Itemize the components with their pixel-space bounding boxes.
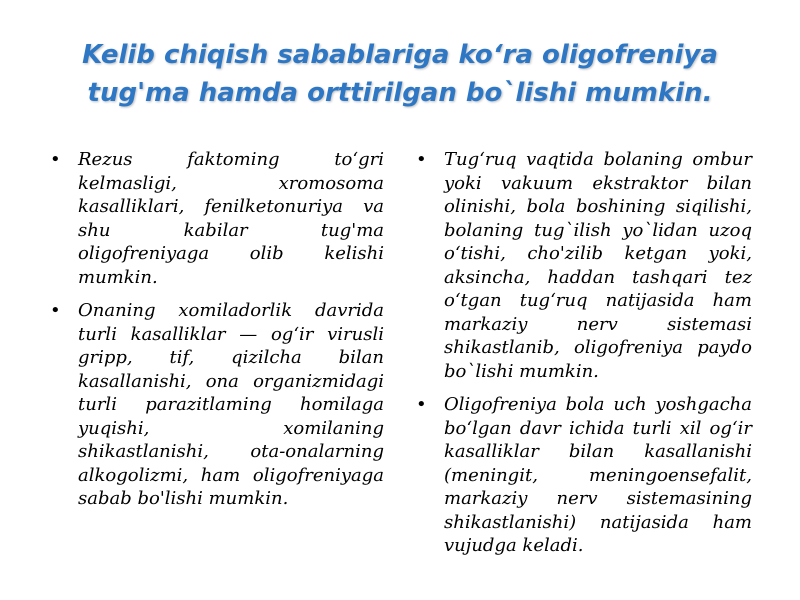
bullet-text: Oligofreniya bola uch yoshgacha bo‘lgan davr ichida turli xil og‘ir kasalliklar bilan kasallanishi (meningit, meningoensefalit, markaziy nerv sistemasining shikastlanishi) natijasida ham vujudga keladi. — [444, 394, 752, 556]
bullet-item — [414, 148, 752, 383]
bullet-icon: • — [416, 149, 427, 170]
slide-title — [40, 36, 760, 112]
bullet-icon: • — [416, 394, 427, 415]
bullet-text: Rezus faktoming to‘gri kelmasligi, xromosoma kasalliklari, fenilketonuriya va shu kabilar tug'ma oligofreniyaga olib kelishi mumkin. — [78, 149, 384, 288]
bullet-item — [48, 148, 384, 289]
left-column — [48, 148, 384, 521]
title-line-1: Kelib chiqish sabablariga ko‘ra oligofreniya — [82, 40, 718, 70]
title-line-2: tug'ma hamda orttirilgan bo`lishi mumkin. — [87, 78, 713, 108]
bullet-text: Tug‘ruq vaqtida bolaning ombur yoki vakuum ekstraktor bilan olinishi, bola boshining siqilishi, bolaning tug`ilish yo`lidan uzoq o‘tishi, cho'zilib ketgan yoki, aksincha, haddan tashqari tez o‘tgan tug‘ruq natijasida ham markaziy nerv sistemasi shikastlanib, oligofreniya paydo bo`lishi mumkin. — [444, 149, 752, 382]
bullet-icon: • — [50, 149, 61, 170]
bullet-text: Onaning xomiladorlik davrida turli kasalliklar — og‘ir virusli gripp, tif, qizilcha bilan kasallanishi, ona organizmidagi turli parazitlaming homilaga yuqishi, xomilaning shikastlanishi, ota-onalarning alkogolizmi, ham oligofreniyaga sabab bo'lishi mumkin. — [78, 300, 384, 509]
bullet-item — [414, 393, 752, 558]
bullet-item — [48, 299, 384, 511]
right-column — [414, 148, 752, 568]
bullet-icon: • — [50, 300, 61, 321]
